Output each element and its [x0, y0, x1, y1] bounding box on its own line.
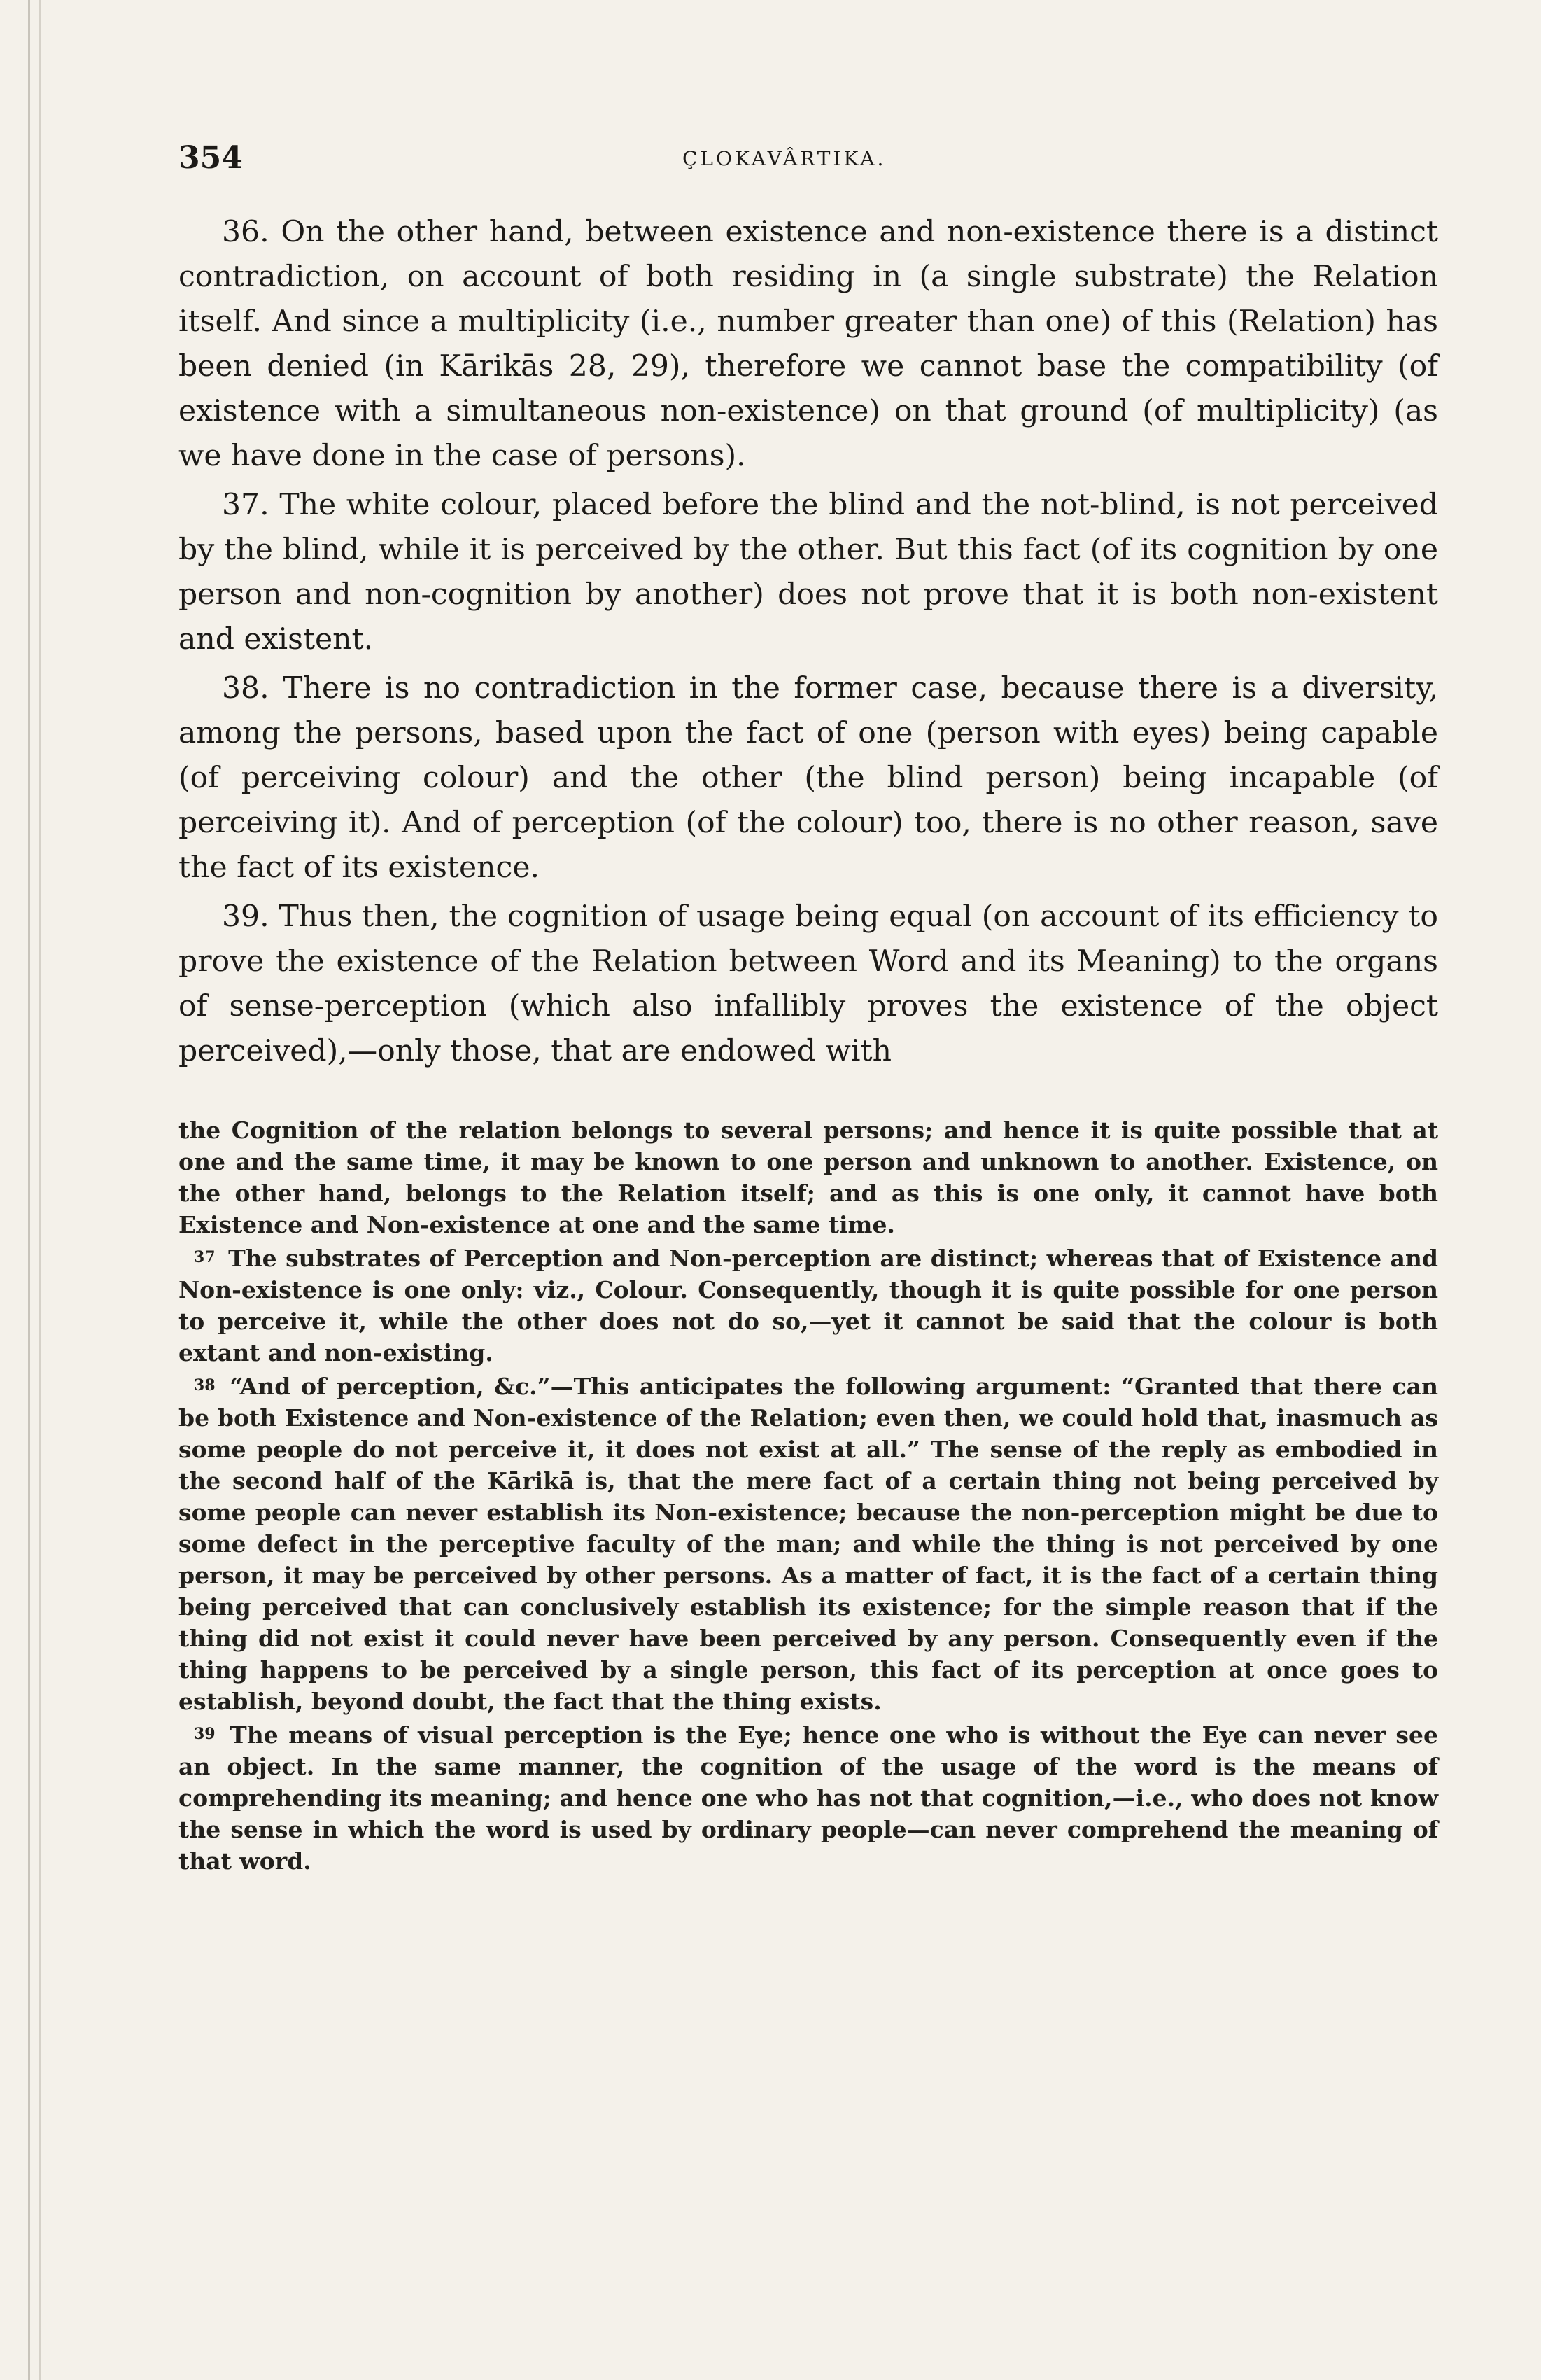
verse-number: 38. — [222, 671, 269, 706]
book-page — [178, 140, 1438, 1878]
verse-36 — [178, 210, 1438, 479]
page-number: 354 — [178, 140, 243, 176]
footnote-text: the Cognition of the relation belongs to several persons; and hence it is quite possible that at one and the same time, it may be known to one person and unknown to another. Existence, on the other hand, belongs to the Relation itself; and as this is one only, it cannot have both Existence and Non-existence at one and the same time. — [178, 1116, 1438, 1238]
verse-39 — [178, 895, 1438, 1074]
footnote-text: “And of perception, &c.”—This anticipates the following argument: “Granted that there can be both Existence and Non-existence of the Relation; even then, we could hold that, inasmuch as some people do not perceive it, it does not exist at all.” The sense of the reply as embodied in the second half of the Kārikā is, that the mere fact of a certain thing not being perceived by some people can never establish its Non-existence; because the non-perception might be due to some defect in the perceptive faculty of the man; and while the thing is not perceived by one person, it may be perceived by other persons. As a matter of fact, it is the fact of a certain thing being perceived that can conclusively establish its existence; for the simple reason that if the thing did not exist it could never have been perceived by any person. Consequently even if the thing happens to be perceived by a single person, this fact of its perception at once goes to establish, beyond doubt, the fact that the thing exists. — [178, 1373, 1438, 1715]
main-text — [178, 210, 1438, 1074]
verse-text: Thus then, the cognition of usage being equal (on account of its efficiency to prove the existence of the Relation between Word and its Meaning) to the organs of sense-perception (which also infallibly proves the existence of the object perceived),—only those, that are endowed with — [178, 899, 1438, 1068]
scan-edge-line — [28, 0, 30, 2380]
footnote-39 — [178, 1718, 1438, 1877]
footnote-37 — [178, 1242, 1438, 1368]
running-head — [178, 140, 1438, 189]
footnote-text: The means of visual perception is the Eye; hence one who is without the Eye can never see an object. In the same manner, the cognition of the usage of the word is the means of comprehending its meaning; and hence one who has not that cognition,—i.e., who does not know the sense in which the word is used by ordinary people—can never comprehend the meaning of that word. — [178, 1721, 1438, 1875]
verse-38 — [178, 666, 1438, 890]
verse-text: There is no contradiction in the former case, because there is a diversity, among the persons, based upon the fact of one (person with eyes) being capable (of perceiving colour) and the other (the blind person) being incapable (of perceiving it). And of perception (of the colour) too, there is no other reason, save the fact of its existence. — [178, 671, 1438, 885]
footnote-38 — [178, 1370, 1438, 1717]
footnotes — [178, 1114, 1438, 1877]
footnote-marker: 39 — [194, 1725, 216, 1743]
footnote-marker: 37 — [194, 1248, 216, 1266]
footnote-continued — [178, 1114, 1438, 1240]
running-title: ÇLOKAVÂRTIKA. — [682, 147, 887, 170]
verse-text: The white colour, placed before the blind and the not-blind, is not perceived by the blind, while it is perceived by the other. But this fact (of its cognition by one person and non-cognition by another) does not prove that it is both non-existent and existent. — [178, 488, 1438, 657]
scan-edge-line-inner — [39, 0, 41, 2380]
verse-number: 37. — [222, 488, 269, 522]
footnote-text: The substrates of Perception and Non-perception are distinct; whereas that of Existence and Non-existence is one only: viz., Colour. Consequently, though it is quite possible for one person to perceive it, while the other does not do so,—yet it cannot be said that the colour is both extant and non-existing. — [178, 1245, 1438, 1366]
verse-number: 39. — [222, 899, 269, 934]
verse-37 — [178, 483, 1438, 662]
verse-text: On the other hand, between existence and non-existence there is a distinct contradiction, on account of both residing in (a single substrate) the Relation itself. And since a multiplicity (i.e., number greater than one) of this (Relation) has been denied (in Kārikās 28, 29), therefore we cannot base the compatibility (of existence with a simultaneous non-existence) on that ground (of multiplicity) (as we have done in the case of persons). — [178, 215, 1438, 473]
footnote-marker: 38 — [194, 1376, 216, 1394]
verse-number: 36. — [222, 215, 269, 249]
